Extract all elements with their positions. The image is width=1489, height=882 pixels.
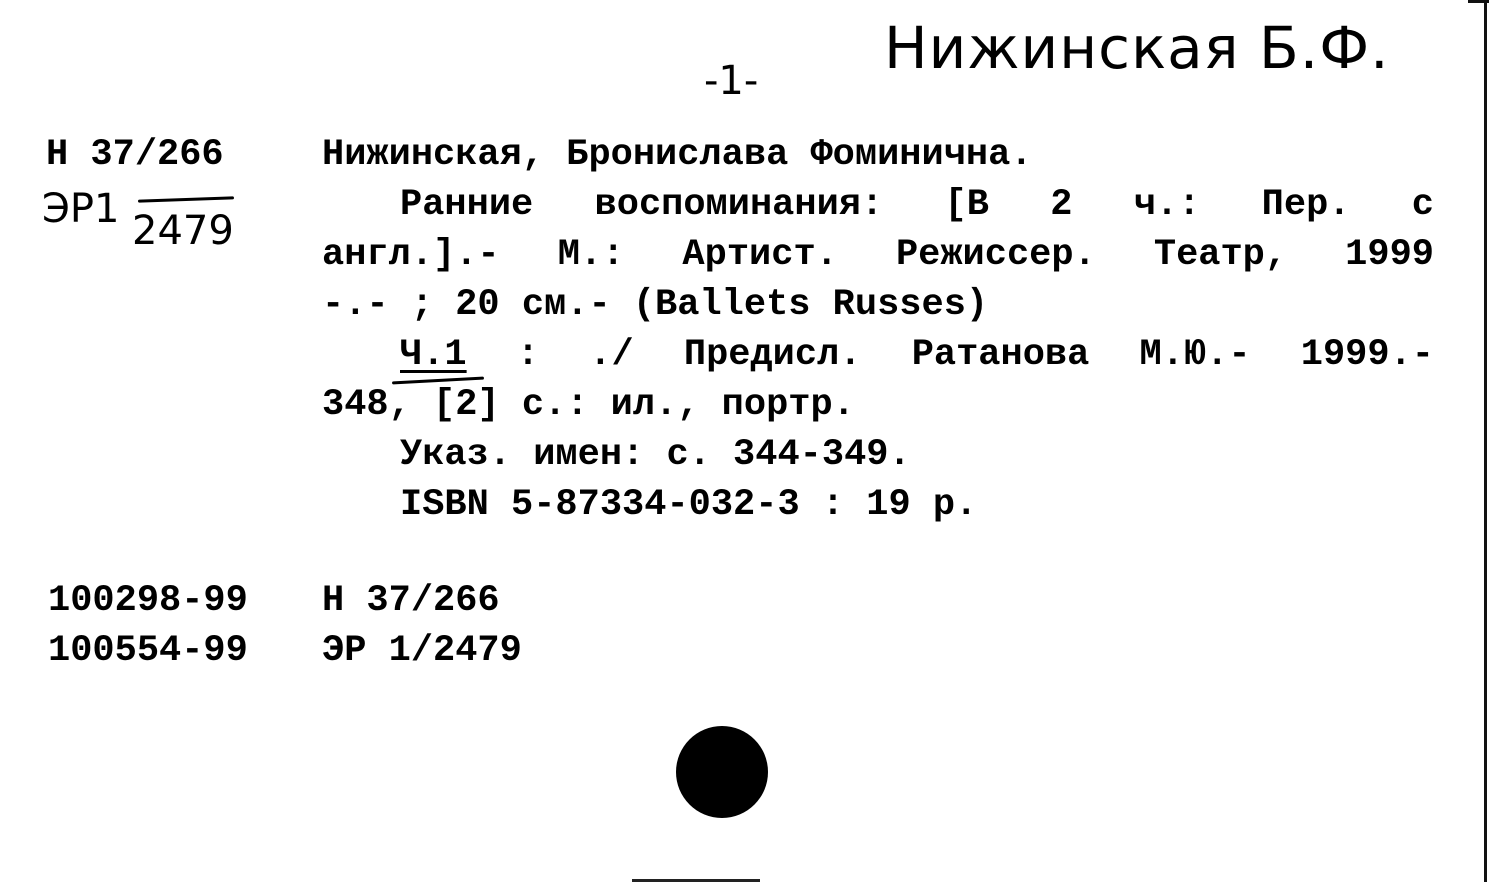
card-punch-hole: [676, 726, 768, 818]
index-note: Указ. имен: с. 344-349.: [400, 434, 911, 476]
page-number: -1-: [704, 58, 759, 104]
card-right-edge: [1484, 0, 1487, 882]
title-line-1: Ранние воспоминания: [В 2 ч.: Пер. с: [400, 184, 1434, 226]
series-line: -.- ; 20 см.- (Ballets Russes): [322, 284, 989, 326]
author-line: Нижинская, Бронислава Фоминична.: [322, 134, 1033, 176]
catalog-entry: [322, 130, 1434, 530]
pagination-line: 348, [2] с.: ил., портр.: [322, 384, 855, 426]
holding-shelf-1: Н 37/266: [322, 580, 500, 622]
holding-inventory-2: 100554-99: [48, 630, 248, 672]
holding-inventory-1: 100298-99: [48, 580, 248, 622]
part-line-rest: : ./ Предисл. Ратанова М.Ю.- 1999.-: [466, 334, 1434, 376]
isbn-line: ISBN 5-87334-032-3 : 19 р.: [400, 484, 978, 526]
handwritten-heading: Нижинская Б.Ф.: [884, 14, 1390, 82]
call-number-top: Н 37/266: [46, 134, 224, 176]
shelfmark-fraction-line: [138, 196, 234, 202]
holding-shelf-2: ЭР 1/2479: [322, 630, 522, 672]
card-top-edge: [1468, 0, 1489, 3]
part-label: Ч.1: [400, 334, 467, 376]
part-line: [322, 330, 1434, 380]
handwritten-shelfmark-prefix: ЭР1: [42, 186, 120, 232]
title-line-2: англ.].- М.: Артист. Режиссер. Театр, 1999: [322, 234, 1434, 276]
handwritten-shelfmark-number: 2479: [132, 208, 234, 254]
